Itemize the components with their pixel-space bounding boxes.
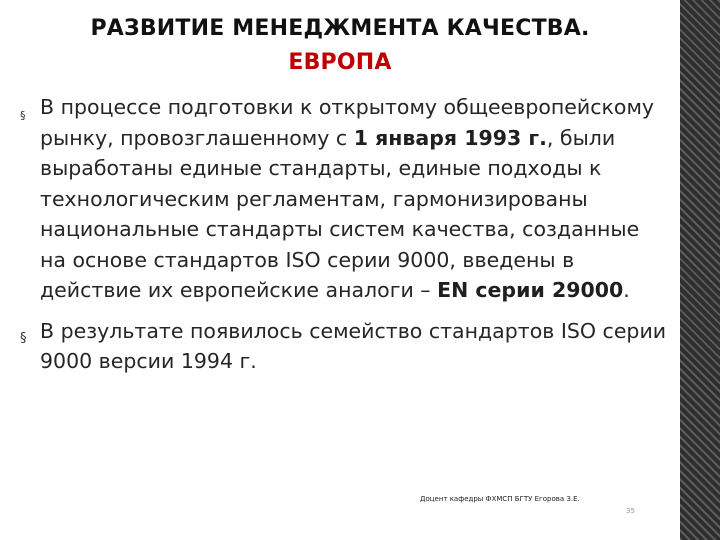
paragraph-text: В результате появилось семейство стандартов ISO серии 9000 версии 1994 г. [40,318,667,373]
bullet-paragraph-result [20,316,670,377]
page-number: 35 [626,507,635,515]
paragraph-text: . [623,278,630,302]
decorative-side-border [680,0,720,540]
paragraph-text: В процессе подготовки к открытому общеевропейскому рынку, провозглашенному с [40,95,655,150]
paragraph-text: , были выработаны единые стандарты, единые подходы к технологическим регламентам, гармонизированы национальные стандарты систем качества, созданные на основе стандартов ISO серии 9000, введены в действие их европейские аналоги – [40,125,640,302]
en-series-highlight: EN серии 29000 [437,278,624,302]
title-line-main: РАЗВИТИЕ МЕНЕДЖМЕНТА КАЧЕСТВА. [90,16,590,41]
title-line-region: ЕВРОПА [288,50,392,75]
date-highlight: 1 января 1993 г. [353,125,547,150]
bullet-paragraph-standards [20,92,670,306]
bullet-marker-icon: § [20,109,26,122]
slide-title [40,12,640,80]
bullet-marker-icon: § [20,330,27,346]
slide-body [20,92,670,377]
author-footer: Доцент кафедры ФХМСП БГТУ Егорова З.Е. [420,495,580,503]
